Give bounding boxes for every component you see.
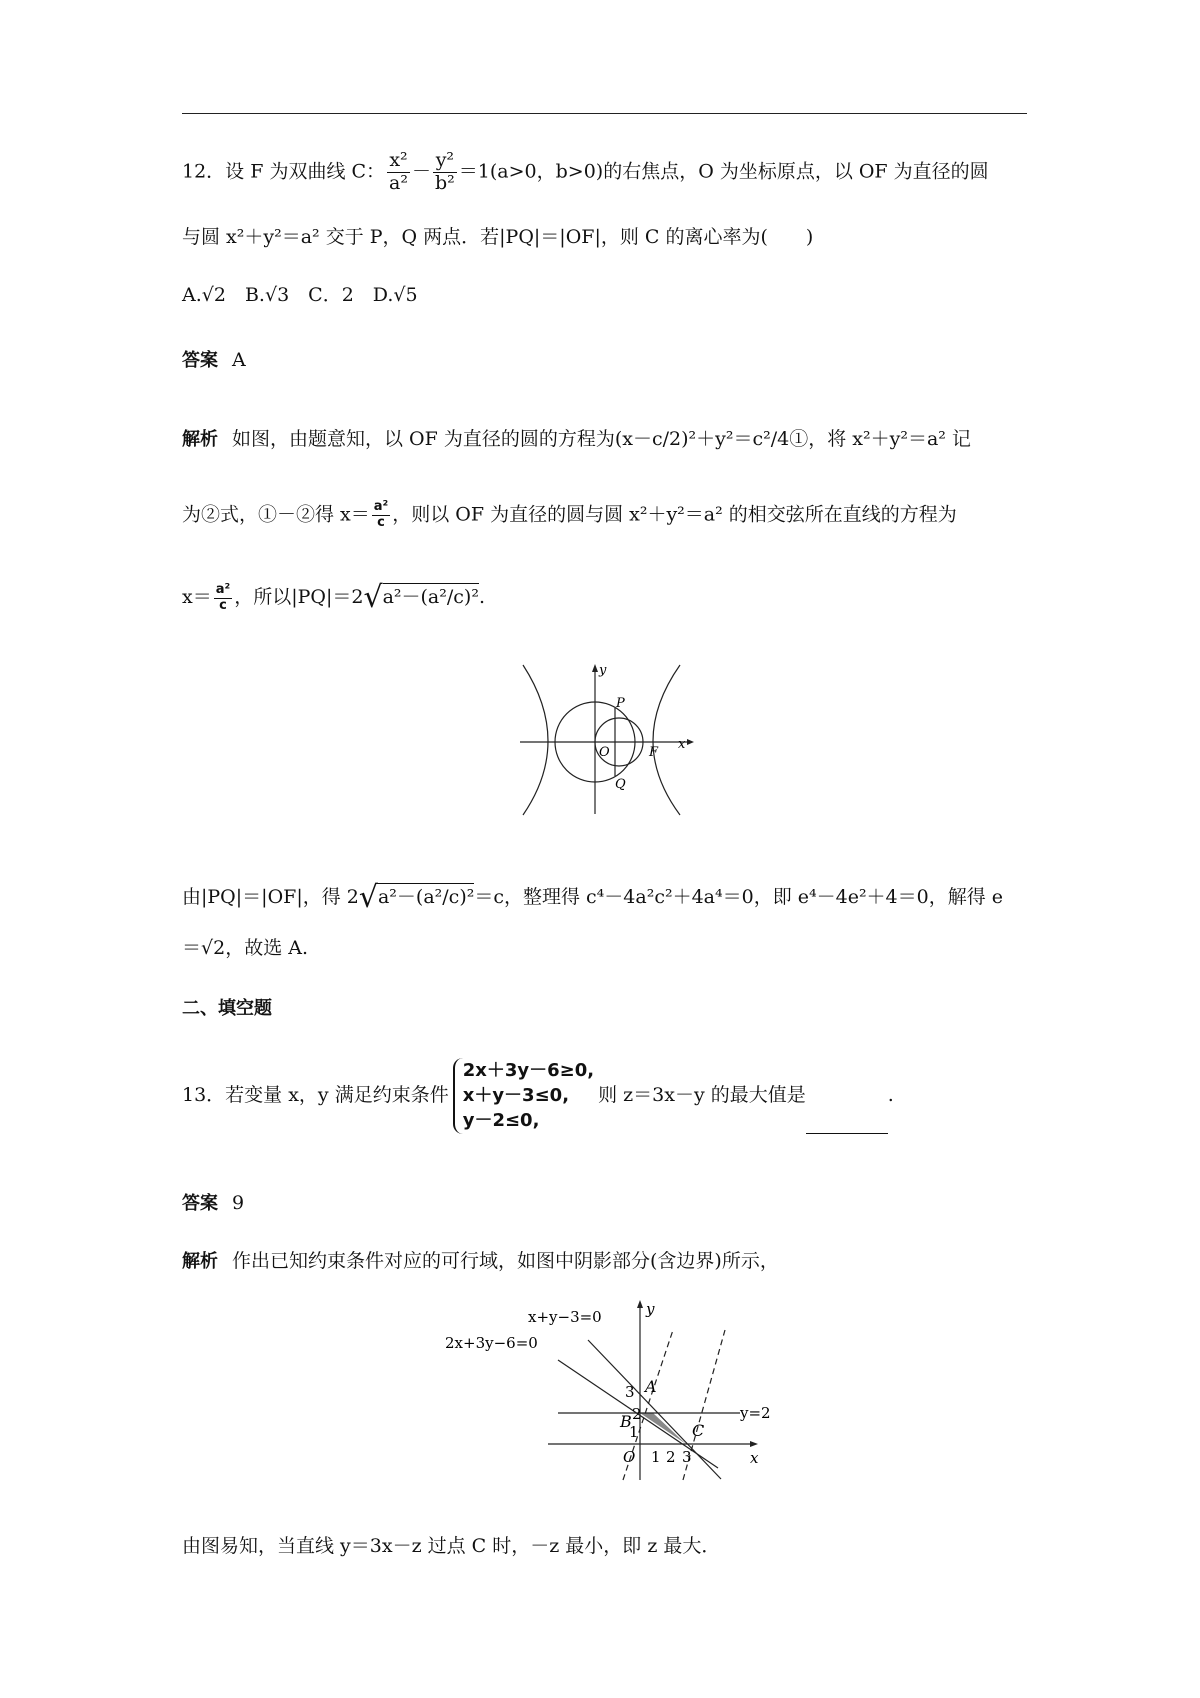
label-f: F — [649, 745, 659, 760]
q12-options: A.√2 B.√3 C．2 D.√5 — [182, 284, 418, 306]
q12-solution-line5: ＝√2，故选 A. — [182, 937, 308, 959]
q12-solution-line2: 为②式，①－②得 x＝ $\frac{\text{a²}}{c}$ ，则以 OF 为直径的圆与圆 x²＋y²＝a² 的相交弦所在直线的方程为 — [182, 499, 957, 530]
label-p: P — [616, 696, 625, 711]
label-o: O — [599, 745, 610, 760]
feasible-region-figure — [440, 1300, 780, 1490]
label-line1: x+y−3=0 — [528, 1308, 602, 1326]
section-heading: 二、填空题 — [182, 998, 272, 1019]
q12-solution-line1: 解析 如图，由题意知，以 OF 为直径的圆的方程为(x－c/2)²＋y²＝c²/4①，将 x²＋y²＝a² 记 — [182, 428, 971, 450]
hyperbola-right-branch — [653, 665, 680, 815]
q13-solution-line1: 解析 作出已知约束条件对应的可行域，如图中阴影部分(含边界)所示， — [182, 1250, 779, 1272]
label-a: A — [645, 1377, 657, 1396]
q12-line2: 与圆 x²＋y²＝a² 交于 P，Q 两点．若|PQ|＝|OF|，则 C 的离心率为( ) — [182, 226, 814, 248]
radical-expression: a²－(a²/c)² — [383, 583, 479, 608]
answer-blank — [806, 1115, 888, 1134]
constraint-system: 2x＋3y－6≥0, x＋y－3≤0, y－2≤0, — [453, 1058, 594, 1134]
fraction-a2-c: $\frac{\text{a²}}{c}$ — [215, 581, 231, 613]
label-x: x — [678, 737, 686, 752]
label-c: C — [692, 1421, 705, 1440]
q13-question: 13．若变量 x，y 满足约束条件 2x＋3y－6≥0, x＋y－3≤0, y－2≤0, 则 z＝3x－y 的最大值是 . — [182, 1058, 1027, 1134]
label-q: Q — [615, 777, 626, 792]
radical-expression: a²－(a²/c)² — [378, 883, 474, 908]
q12-line1: 12．设 F 为双曲线 C： $\frac{\text{x²}}{\text{a²}}$ － $\frac{\text{y²}}{\text{b²}}$ ＝1(a>0，b>0)的右焦点，O 为坐标原点，以 OF 为直径的圆 — [182, 149, 989, 194]
q12-solution-line3: x＝ $\frac{\text{a²}}{c}$ ，所以|PQ|＝2√a²－(a²/c)². — [182, 580, 485, 615]
header-rule — [182, 113, 1027, 114]
label-line3: y=2 — [740, 1404, 771, 1422]
hyperbola-circles-figure — [515, 660, 700, 820]
q12-answer: 答案 A — [182, 349, 246, 371]
x-tick-2: 2 — [666, 1448, 676, 1466]
x-tick-1: 1 — [651, 1448, 661, 1466]
y-tick-3: 3 — [625, 1383, 635, 1401]
q13-solution-line2: 由图易知，当直线 y＝3x－z 过点 C 时，－z 最小，即 z 最大． — [182, 1535, 721, 1557]
label-b: B — [620, 1412, 632, 1431]
y-tick-1: 1 — [629, 1423, 639, 1441]
fraction-y2-b2: $\frac{\text{y²}}{\text{b²}}$ — [435, 149, 455, 194]
x-tick-3: 3 — [682, 1448, 692, 1466]
fraction-x2-a2: $\frac{\text{x²}}{\text{a²}}$ — [389, 149, 408, 194]
label-y: y — [599, 663, 607, 678]
hyperbola-left-branch — [523, 665, 548, 815]
fraction-a2-c: $\frac{\text{a²}}{c}$ — [373, 499, 389, 530]
label-y: y — [646, 1300, 655, 1318]
y-tick-2: 2 — [632, 1405, 642, 1423]
label-x: x — [750, 1449, 759, 1467]
label-line2: 2x+3y−6=0 — [445, 1334, 538, 1352]
label-o: O — [623, 1448, 636, 1466]
q12-solution-line4: 由|PQ|＝|OF|，得 2√a²－(a²/c)²＝c，整理得 c⁴－4a²c²＋4a⁴＝0，即 e⁴－4e²＋4＝0，解得 e — [182, 880, 1004, 915]
q13-answer: 答案 9 — [182, 1192, 245, 1214]
